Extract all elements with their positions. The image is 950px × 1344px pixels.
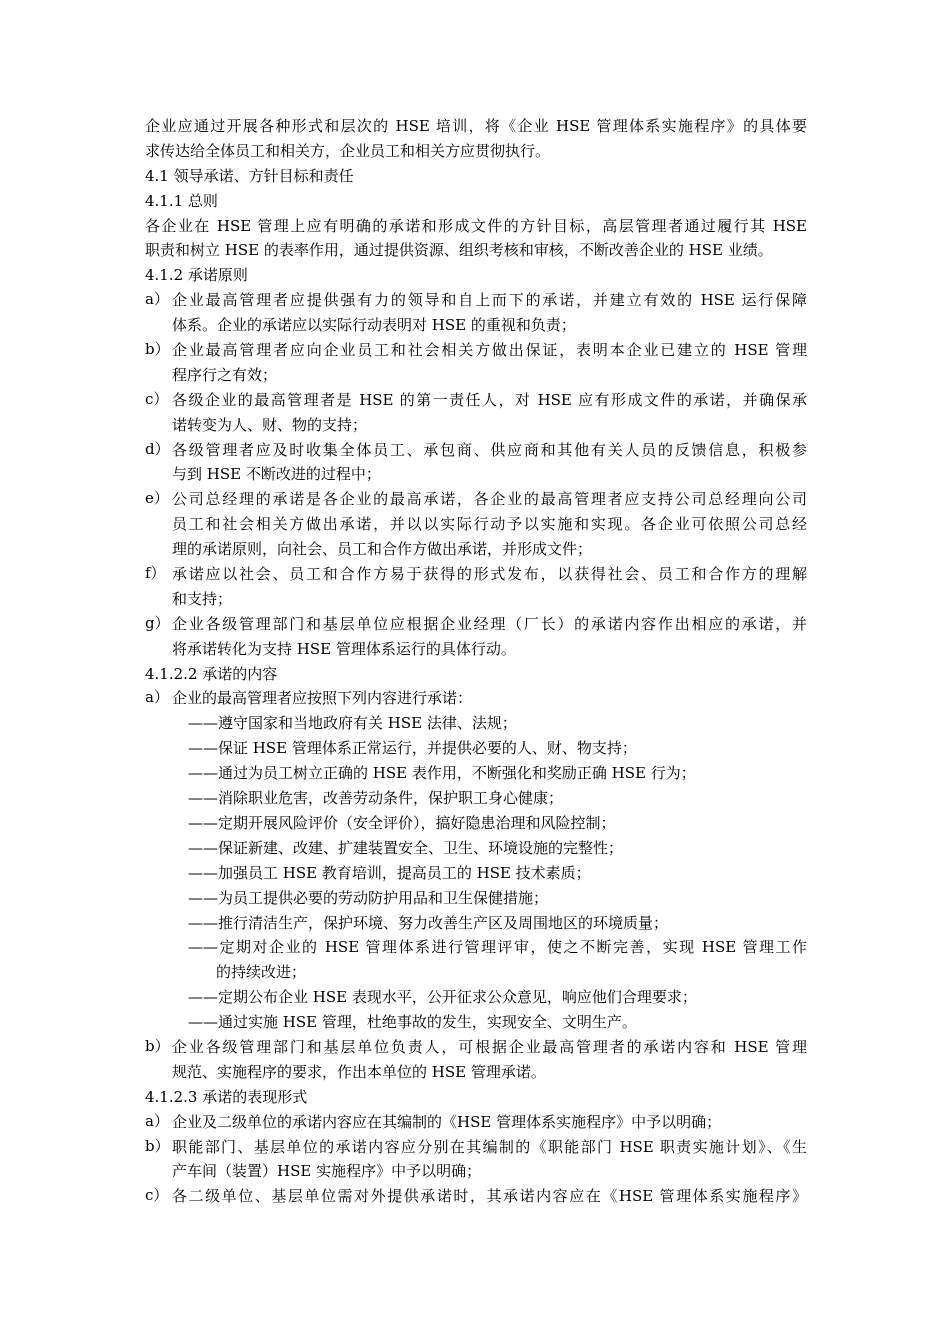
list-item [145, 288, 807, 338]
list-item [145, 1184, 807, 1209]
list-item [145, 338, 807, 388]
list-label: b） [145, 1136, 170, 1155]
dash-item: ——推行清洁生产，保护环境、努力改善生产区及周围地区的环境质量； [188, 913, 669, 932]
section-heading: 4.1 领导承诺、方针目标和责任 [145, 166, 354, 185]
list-item [145, 388, 807, 438]
list-label: a） [145, 1111, 169, 1130]
list-item-text: 规范、实施程序的要求，作出本单位的 HSE 管理承诺。 [172, 1062, 546, 1081]
list-item-text: 职能部门、基层单位的承诺内容应分别在其编制的《职能部门 HSE 职责实施计划》、《生 [172, 1137, 807, 1156]
dash-item: ——加强员工 HSE 教育培训，提高员工的 HSE 技术素质； [188, 863, 591, 882]
list-label: f） [145, 564, 166, 583]
list-item-text: 企业最高管理者应提供强有力的领导和自上而下的承诺，并建立有效的 HSE 运行保障 [172, 291, 807, 310]
list-label: g） [145, 613, 170, 632]
list-item-text: 理的承诺原则，向社会、员工和合作方做出承诺，并形成文件； [172, 540, 593, 559]
list-label: c） [145, 1186, 169, 1205]
dash-item: ——保证 HSE 管理体系正常运行，并提供必要的人、财、物支持； [188, 739, 637, 758]
list-item [145, 1035, 807, 1085]
section-heading: 4.1.2 承诺原则 [145, 266, 248, 285]
list-item-text: 和支持； [172, 589, 233, 608]
list-item [145, 562, 807, 612]
list-item-text: 企业及二级单位的承诺内容应在其编制的《HSE 管理体系实施程序》中予以明确； [172, 1112, 722, 1131]
list-item-text: 各级管理者应及时收集全体员工、承包商、供应商和其他有关人员的反馈信息，积极参 [172, 440, 807, 459]
list-item-text: 企业各级管理部门和基层单位应根据企业经理（厂长）的承诺内容作出相应的承诺，并 [172, 614, 807, 633]
document-body [145, 114, 807, 1209]
list-item-text: 企业各级管理部门和基层单位负责人，可根据企业最高管理者的承诺内容和 HSE 管理 [172, 1037, 807, 1056]
list-item-text: 企业最高管理者应向企业员工和社会相关方做出保证，表明本企业已建立的 HSE 管理 [172, 341, 807, 360]
list-item-text: 企业的最高管理者应按照下列内容进行承诺： [172, 689, 473, 708]
list-label: b） [145, 340, 170, 359]
list-item-text: 与到 HSE 不断改进的过程中； [172, 465, 381, 484]
list-item-text: 将承诺转化为支持 HSE 管理体系运行的具体行动。 [172, 639, 516, 658]
list-label: c） [145, 389, 169, 408]
list-item-text: 各级企业的最高管理者是 HSE 的第一责任人，对 HSE 应有形成文件的承诺，并确保承 [172, 390, 807, 409]
list-item-text: 承诺应以社会、员工和合作方易于获得的形式发布，以获得社会、员工和合作方的理解 [172, 565, 807, 584]
list-item [145, 1135, 807, 1185]
list-item [145, 612, 807, 662]
dash-item: ——为员工提供必要的劳动防护用品和卫生保健措施； [188, 888, 549, 907]
list-label: b） [145, 1036, 170, 1055]
list-item-text: 员工和社会相关方做出承诺，并以以实际行动予以实施和实现。各企业可依照公司总经 [172, 515, 807, 534]
intro-line: 求传达给全体员工和相关方，企业员工和相关方应贯彻执行。 [145, 141, 551, 160]
section-heading: 4.1.2.2 承诺的内容 [145, 664, 278, 683]
list-label: a） [145, 290, 169, 309]
dash-item: ——遵守国家和当地政府有关 HSE 法律、法规； [188, 714, 517, 733]
list-item [145, 686, 807, 1034]
dash-item: ——定期对企业的 HSE 管理体系进行管理评审，使之不断完善，实现 HSE 管理工作 [188, 938, 807, 957]
section-heading: 4.1.1 总则 [145, 191, 218, 210]
intro-line: 企业应通过开展各种形式和层次的 HSE 培训，将《企业 HSE 管理体系实施程序》的具体要 [145, 117, 807, 135]
dash-item: ——消除职业危害，改善劳动条件，保护职工身心健康； [188, 789, 564, 808]
dash-item: ——定期开展风险评价（安全评价），搞好隐患治理和风险控制； [188, 813, 616, 832]
list-label: e） [145, 489, 169, 508]
dash-item: ——定期公布企业 HSE 表现水平，公开征求公众意见，响应他们合理要求； [188, 988, 697, 1007]
list-item [145, 438, 807, 488]
list-label: d） [145, 439, 170, 458]
dash-item: ——通过为员工树立正确的 HSE 表作用，不断强化和奖励正确 HSE 行为； [188, 764, 696, 783]
list-item-text: 诺转变为人、财、物的支持； [172, 415, 368, 434]
list-item-text: 程序行之有效； [172, 365, 278, 384]
list-item [145, 487, 807, 562]
list-item [145, 1110, 807, 1135]
dash-item: ——通过实施 HSE 管理，杜绝事故的发生，实现安全、文明生产。 [188, 1013, 637, 1032]
paragraph-line: 职责和树立 HSE 的表率作用，通过提供资源、组织考核和审核，不断改善企业的 HSE 业绩。 [145, 241, 773, 260]
list-item-text: 产车间（装置）HSE 实施程序》中予以明确； [172, 1162, 482, 1181]
list-label: a） [145, 688, 169, 707]
section-heading: 4.1.2.3 承诺的表现形式 [145, 1087, 308, 1106]
list-item-text: 各二级单位、基层单位需对外提供承诺时，其承诺内容应在《HSE 管理体系实施程序》 [172, 1187, 807, 1206]
list-item-text: 体系。企业的承诺应以实际行动表明对 HSE 的重视和负责； [172, 316, 576, 335]
dash-item-continuation: 的持续改进； [216, 963, 307, 982]
list-item-text: 公司总经理的承诺是各企业的最高承诺，各企业的最高管理者应支持公司总经理向公司 [172, 490, 807, 509]
dash-item: ——保证新建、改建、扩建装置安全、卫生、环境设施的完整性； [188, 838, 624, 857]
paragraph-line: 各企业在 HSE 管理上应有明确的承诺和形成文件的方针目标，高层管理者通过履行其 HSE [145, 216, 807, 235]
